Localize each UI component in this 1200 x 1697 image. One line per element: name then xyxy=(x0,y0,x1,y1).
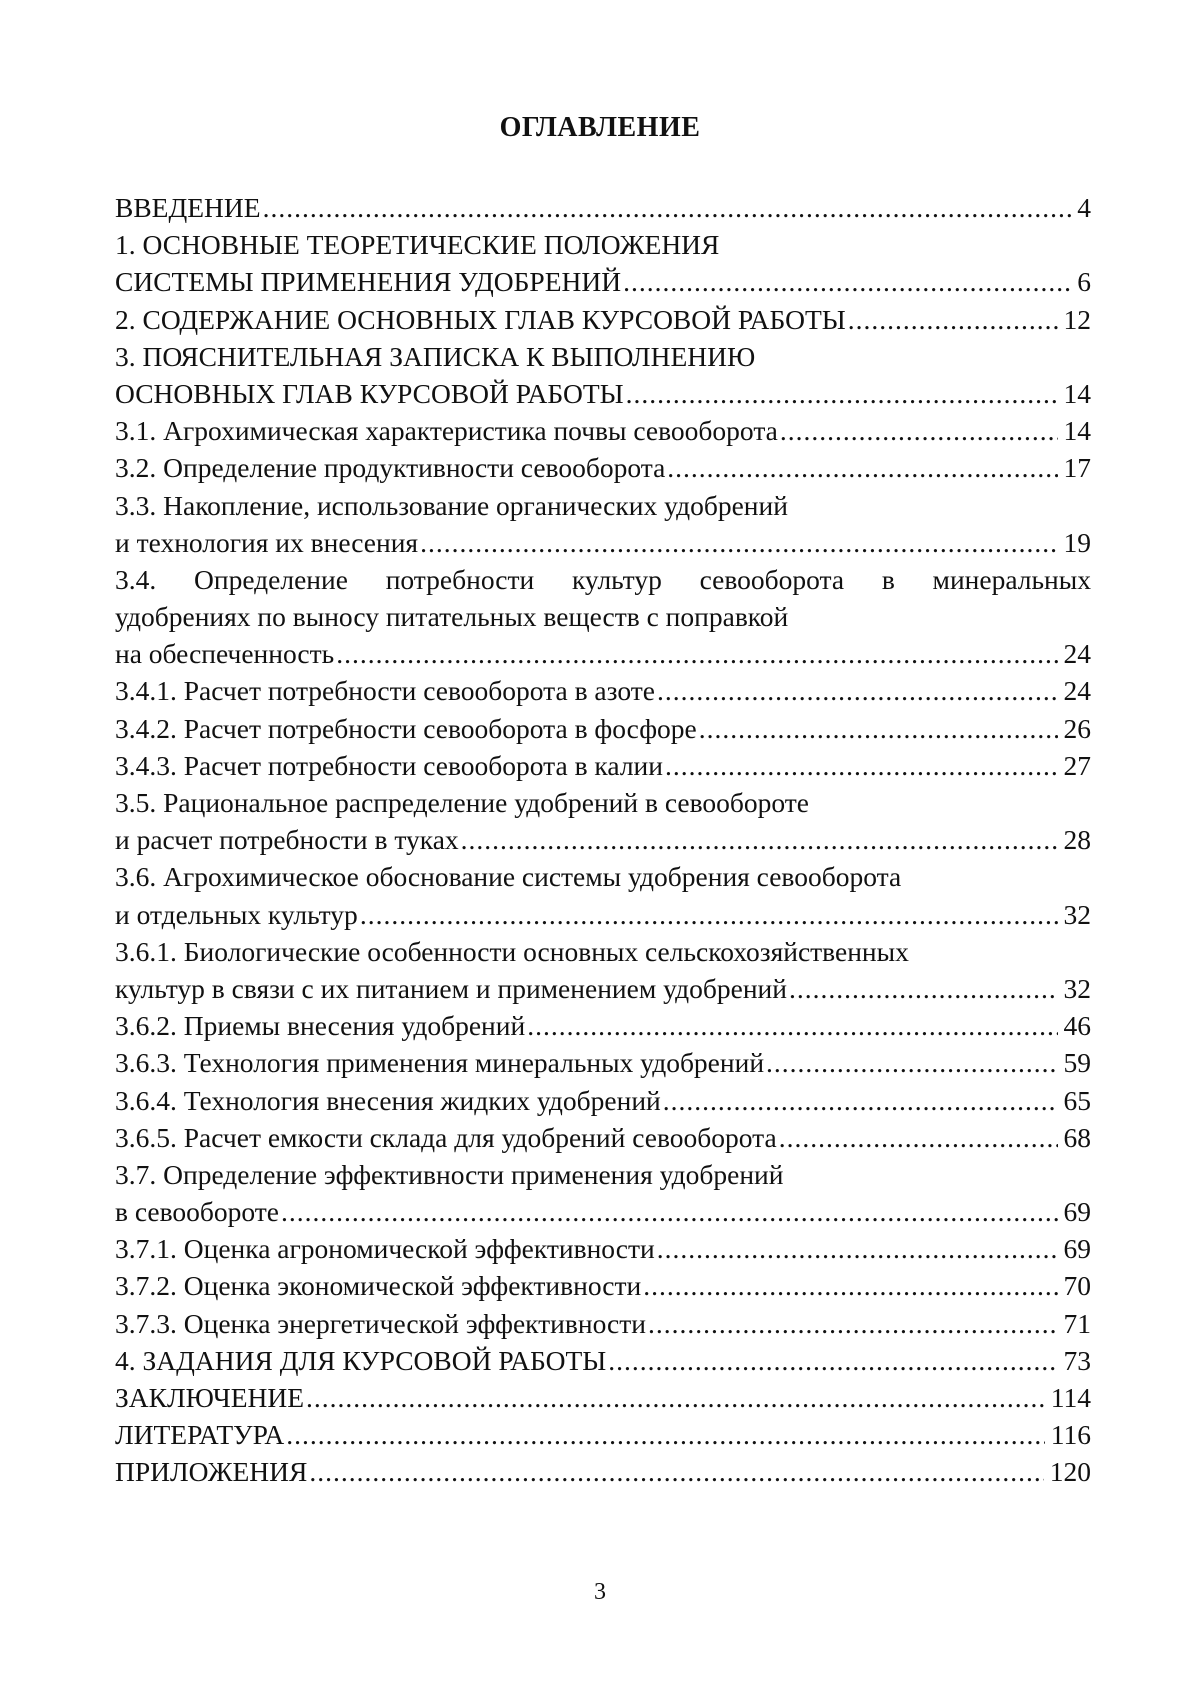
toc-entry xyxy=(115,933,1091,1007)
toc-entry-line xyxy=(115,189,1091,226)
dot-leader xyxy=(699,710,1058,747)
toc-entry-text: 3.6.4. Технология внесения жидких удобрений xyxy=(115,1084,661,1116)
toc-entry-line xyxy=(115,821,1091,858)
toc-entry-text: ЛИТЕРАТУРА xyxy=(115,1419,285,1451)
dot-leader xyxy=(623,263,1071,300)
toc-entry xyxy=(115,1342,1091,1379)
toc-page-number: 69 xyxy=(1063,1196,1091,1228)
toc-entry-text: 3.6.3. Технология применения минеральных удобрений xyxy=(115,1047,765,1079)
toc-entry-text: 3.4.2. Расчет потребности севооборота в фосфоре xyxy=(115,712,697,744)
toc-page-number: 27 xyxy=(1063,749,1091,781)
toc-entry-text: и отдельных культур xyxy=(115,898,358,930)
toc-entry-text: на обеспеченность xyxy=(115,638,335,670)
toc-entry-line xyxy=(115,1305,1091,1342)
dot-leader xyxy=(608,1342,1057,1379)
toc-page-number: 17 xyxy=(1063,452,1091,484)
toc-entry xyxy=(115,1082,1091,1119)
toc-entry-text: и технология их внесения xyxy=(115,526,419,558)
toc-entry xyxy=(115,672,1091,709)
toc-entry xyxy=(115,747,1091,784)
toc-entry xyxy=(115,1305,1091,1342)
toc-entry-text: 3.3. Накопление, использование органических удобрений xyxy=(115,489,788,521)
toc-entry-text: 3.1. Агрохимическая характеристика почвы севооборота xyxy=(115,415,778,447)
toc-page-number: 19 xyxy=(1063,526,1091,558)
toc-entry xyxy=(115,858,1091,932)
toc-entry xyxy=(115,1379,1091,1416)
toc-entry-line xyxy=(115,635,1091,672)
toc-page-number: 14 xyxy=(1063,415,1091,447)
table-of-contents xyxy=(115,189,1091,1491)
toc-entry-text: 3.4.1. Расчет потребности севооборота в азоте xyxy=(115,675,655,707)
dot-leader xyxy=(309,1453,1043,1490)
dot-leader xyxy=(789,970,1058,1007)
toc-page-number: 26 xyxy=(1063,712,1091,744)
toc-entry-line xyxy=(115,412,1091,449)
toc-page-number: 32 xyxy=(1063,898,1091,930)
dot-leader xyxy=(420,524,1057,561)
toc-entry-line xyxy=(115,710,1091,747)
toc-entry-line xyxy=(115,1342,1091,1379)
dot-leader xyxy=(527,1007,1057,1044)
toc-entry-text: 3.7. Определение эффективности применения удобрений xyxy=(115,1158,784,1190)
toc-entry-text: культур в связи с их питанием и применением удобрений xyxy=(115,972,787,1004)
toc-entry xyxy=(115,226,1091,300)
page-title: ОГЛАВЛЕНИЕ xyxy=(499,112,701,143)
toc-page-number: 24 xyxy=(1063,675,1091,707)
toc-entry-text: удобрениях по выносу питательных веществ с поправкой xyxy=(115,601,789,633)
toc-entry-line xyxy=(115,1193,1091,1230)
toc-entry-line xyxy=(115,1453,1091,1490)
toc-entry-line xyxy=(115,1379,1091,1416)
toc-entry-text: ПРИЛОЖЕНИЯ xyxy=(115,1456,308,1488)
toc-entry-line xyxy=(115,1007,1091,1044)
dot-leader xyxy=(306,1379,1045,1416)
dot-leader xyxy=(281,1193,1057,1230)
toc-page-number: 46 xyxy=(1063,1010,1091,1042)
dot-leader xyxy=(779,1119,1058,1156)
toc-entry-text: 2. СОДЕРЖАНИЕ ОСНОВНЫХ ГЛАВ КУРСОВОЙ РАБОТЫ xyxy=(115,303,846,335)
dot-leader xyxy=(657,672,1058,709)
dot-leader xyxy=(780,412,1058,449)
dot-leader xyxy=(626,375,1058,412)
toc-entry-line xyxy=(115,375,1091,412)
toc-entry-text: 1. ОСНОВНЫЕ ТЕОРЕТИЧЕСКИЕ ПОЛОЖЕНИЯ xyxy=(115,229,720,261)
toc-entry xyxy=(115,189,1091,226)
toc-entry-text: 3.4.3. Расчет потребности севооборота в калии xyxy=(115,749,663,781)
toc-entry-text: ЗАКЛЮЧЕНИЕ xyxy=(115,1382,305,1413)
toc-entry-text: ВВЕДЕНИЕ xyxy=(115,192,261,223)
toc-entry xyxy=(115,1267,1091,1304)
toc-page-number: 6 xyxy=(1077,266,1091,298)
dot-leader xyxy=(667,449,1057,486)
toc-entry-text: 3.5. Рациональное распределение удобрений в севообороте xyxy=(115,787,809,818)
toc-entry-line xyxy=(115,896,1091,933)
toc-entry xyxy=(115,1156,1091,1230)
toc-entry xyxy=(115,1044,1091,1081)
toc-entry xyxy=(115,710,1091,747)
dot-leader xyxy=(263,189,1072,226)
toc-entry xyxy=(115,1007,1091,1044)
toc-entry xyxy=(115,412,1091,449)
toc-entry xyxy=(115,1230,1091,1267)
toc-page-number: 120 xyxy=(1049,1456,1091,1488)
toc-entry-text: 3.7.1. Оценка агрономической эффективности xyxy=(115,1233,655,1265)
dot-leader xyxy=(648,1305,1058,1342)
dot-leader xyxy=(848,301,1058,338)
toc-entry-text: СИСТЕМЫ ПРИМЕНЕНИЯ УДОБРЕНИЙ xyxy=(115,266,622,298)
dot-leader xyxy=(461,821,1058,858)
dot-leader xyxy=(663,1082,1058,1119)
dot-leader xyxy=(336,635,1057,672)
toc-entry-line xyxy=(115,263,1091,300)
toc-entry-text: 3.6. Агрохимическое обоснование системы удобрения севооборота xyxy=(115,861,902,893)
toc-entry xyxy=(115,561,1091,673)
toc-entry-line xyxy=(115,301,1091,338)
toc-entry-text: и расчет потребности в туках xyxy=(115,824,459,856)
toc-page-number: 32 xyxy=(1063,972,1091,1004)
toc-entry xyxy=(115,1119,1091,1156)
toc-page-number: 4 xyxy=(1077,192,1091,223)
toc-page-number: 65 xyxy=(1063,1084,1091,1116)
toc-entry-text: 4. ЗАДАНИЯ ДЛЯ КУРСОВОЙ РАБОТЫ xyxy=(115,1344,607,1376)
dot-leader xyxy=(665,747,1058,784)
toc-page-number: 114 xyxy=(1050,1382,1091,1413)
toc-entry-line xyxy=(115,1044,1091,1081)
dot-leader xyxy=(286,1416,1045,1453)
toc-entry-text: 3.6.5. Расчет емкости склада для удобрений севооборота xyxy=(115,1121,777,1153)
toc-page-number: 14 xyxy=(1063,377,1091,409)
toc-page-number: 12 xyxy=(1063,303,1091,335)
toc-page-number: 59 xyxy=(1063,1047,1091,1079)
toc-page-number: 116 xyxy=(1050,1419,1091,1451)
toc-entry xyxy=(115,487,1091,561)
toc-entry-line xyxy=(115,1230,1091,1267)
toc-entry-line xyxy=(115,1416,1091,1453)
toc-entry-text: 3.4. Определение потребности культур севооборота в минеральных xyxy=(115,563,1091,595)
toc-page-number: 71 xyxy=(1063,1307,1091,1339)
toc-entry-line xyxy=(115,1267,1091,1304)
toc-entry xyxy=(115,784,1091,858)
toc-entry-text: 3.2. Определение продуктивности севооборота xyxy=(115,452,666,484)
toc-entry-line xyxy=(115,449,1091,486)
toc-entry xyxy=(115,449,1091,486)
toc-entry xyxy=(115,1453,1091,1490)
toc-page-number: 73 xyxy=(1063,1344,1091,1376)
page-number: 3 xyxy=(594,1579,606,1605)
toc-entry-line xyxy=(115,672,1091,709)
dot-leader xyxy=(657,1230,1058,1267)
toc-entry-text: 3. ПОЯСНИТЕЛЬНАЯ ЗАПИСКА К ВЫПОЛНЕНИЮ xyxy=(115,340,756,372)
toc-entry-line xyxy=(115,524,1091,561)
toc-entry-text: 3.6.2. Приемы внесения удобрений xyxy=(115,1010,526,1042)
dot-leader xyxy=(643,1267,1057,1304)
toc-entry-text: в севообороте xyxy=(115,1196,280,1228)
toc-page-number: 69 xyxy=(1063,1233,1091,1265)
toc-entry xyxy=(115,338,1091,412)
toc-entry-line xyxy=(115,1082,1091,1119)
toc-entry-line xyxy=(115,747,1091,784)
toc-entry-text: ОСНОВНЫХ ГЛАВ КУРСОВОЙ РАБОТЫ xyxy=(115,377,624,409)
toc-entry-line xyxy=(115,1119,1091,1156)
dot-leader xyxy=(766,1044,1057,1081)
toc-entry-text: 3.7.3. Оценка энергетической эффективности xyxy=(115,1307,646,1339)
toc-entry-text: 3.6.1. Биологические особенности основных сельскохозяйственных xyxy=(115,935,909,967)
toc-page-number: 24 xyxy=(1063,638,1091,670)
toc-entry-line xyxy=(115,970,1091,1007)
toc-entry xyxy=(115,1416,1091,1453)
toc-page-number: 68 xyxy=(1063,1121,1091,1153)
toc-entry-text: 3.7.2. Оценка экономической эффективности xyxy=(115,1270,642,1302)
toc-page-number: 70 xyxy=(1063,1270,1091,1302)
toc-page-number: 28 xyxy=(1063,824,1091,856)
toc-entry xyxy=(115,301,1091,338)
dot-leader xyxy=(360,896,1058,933)
